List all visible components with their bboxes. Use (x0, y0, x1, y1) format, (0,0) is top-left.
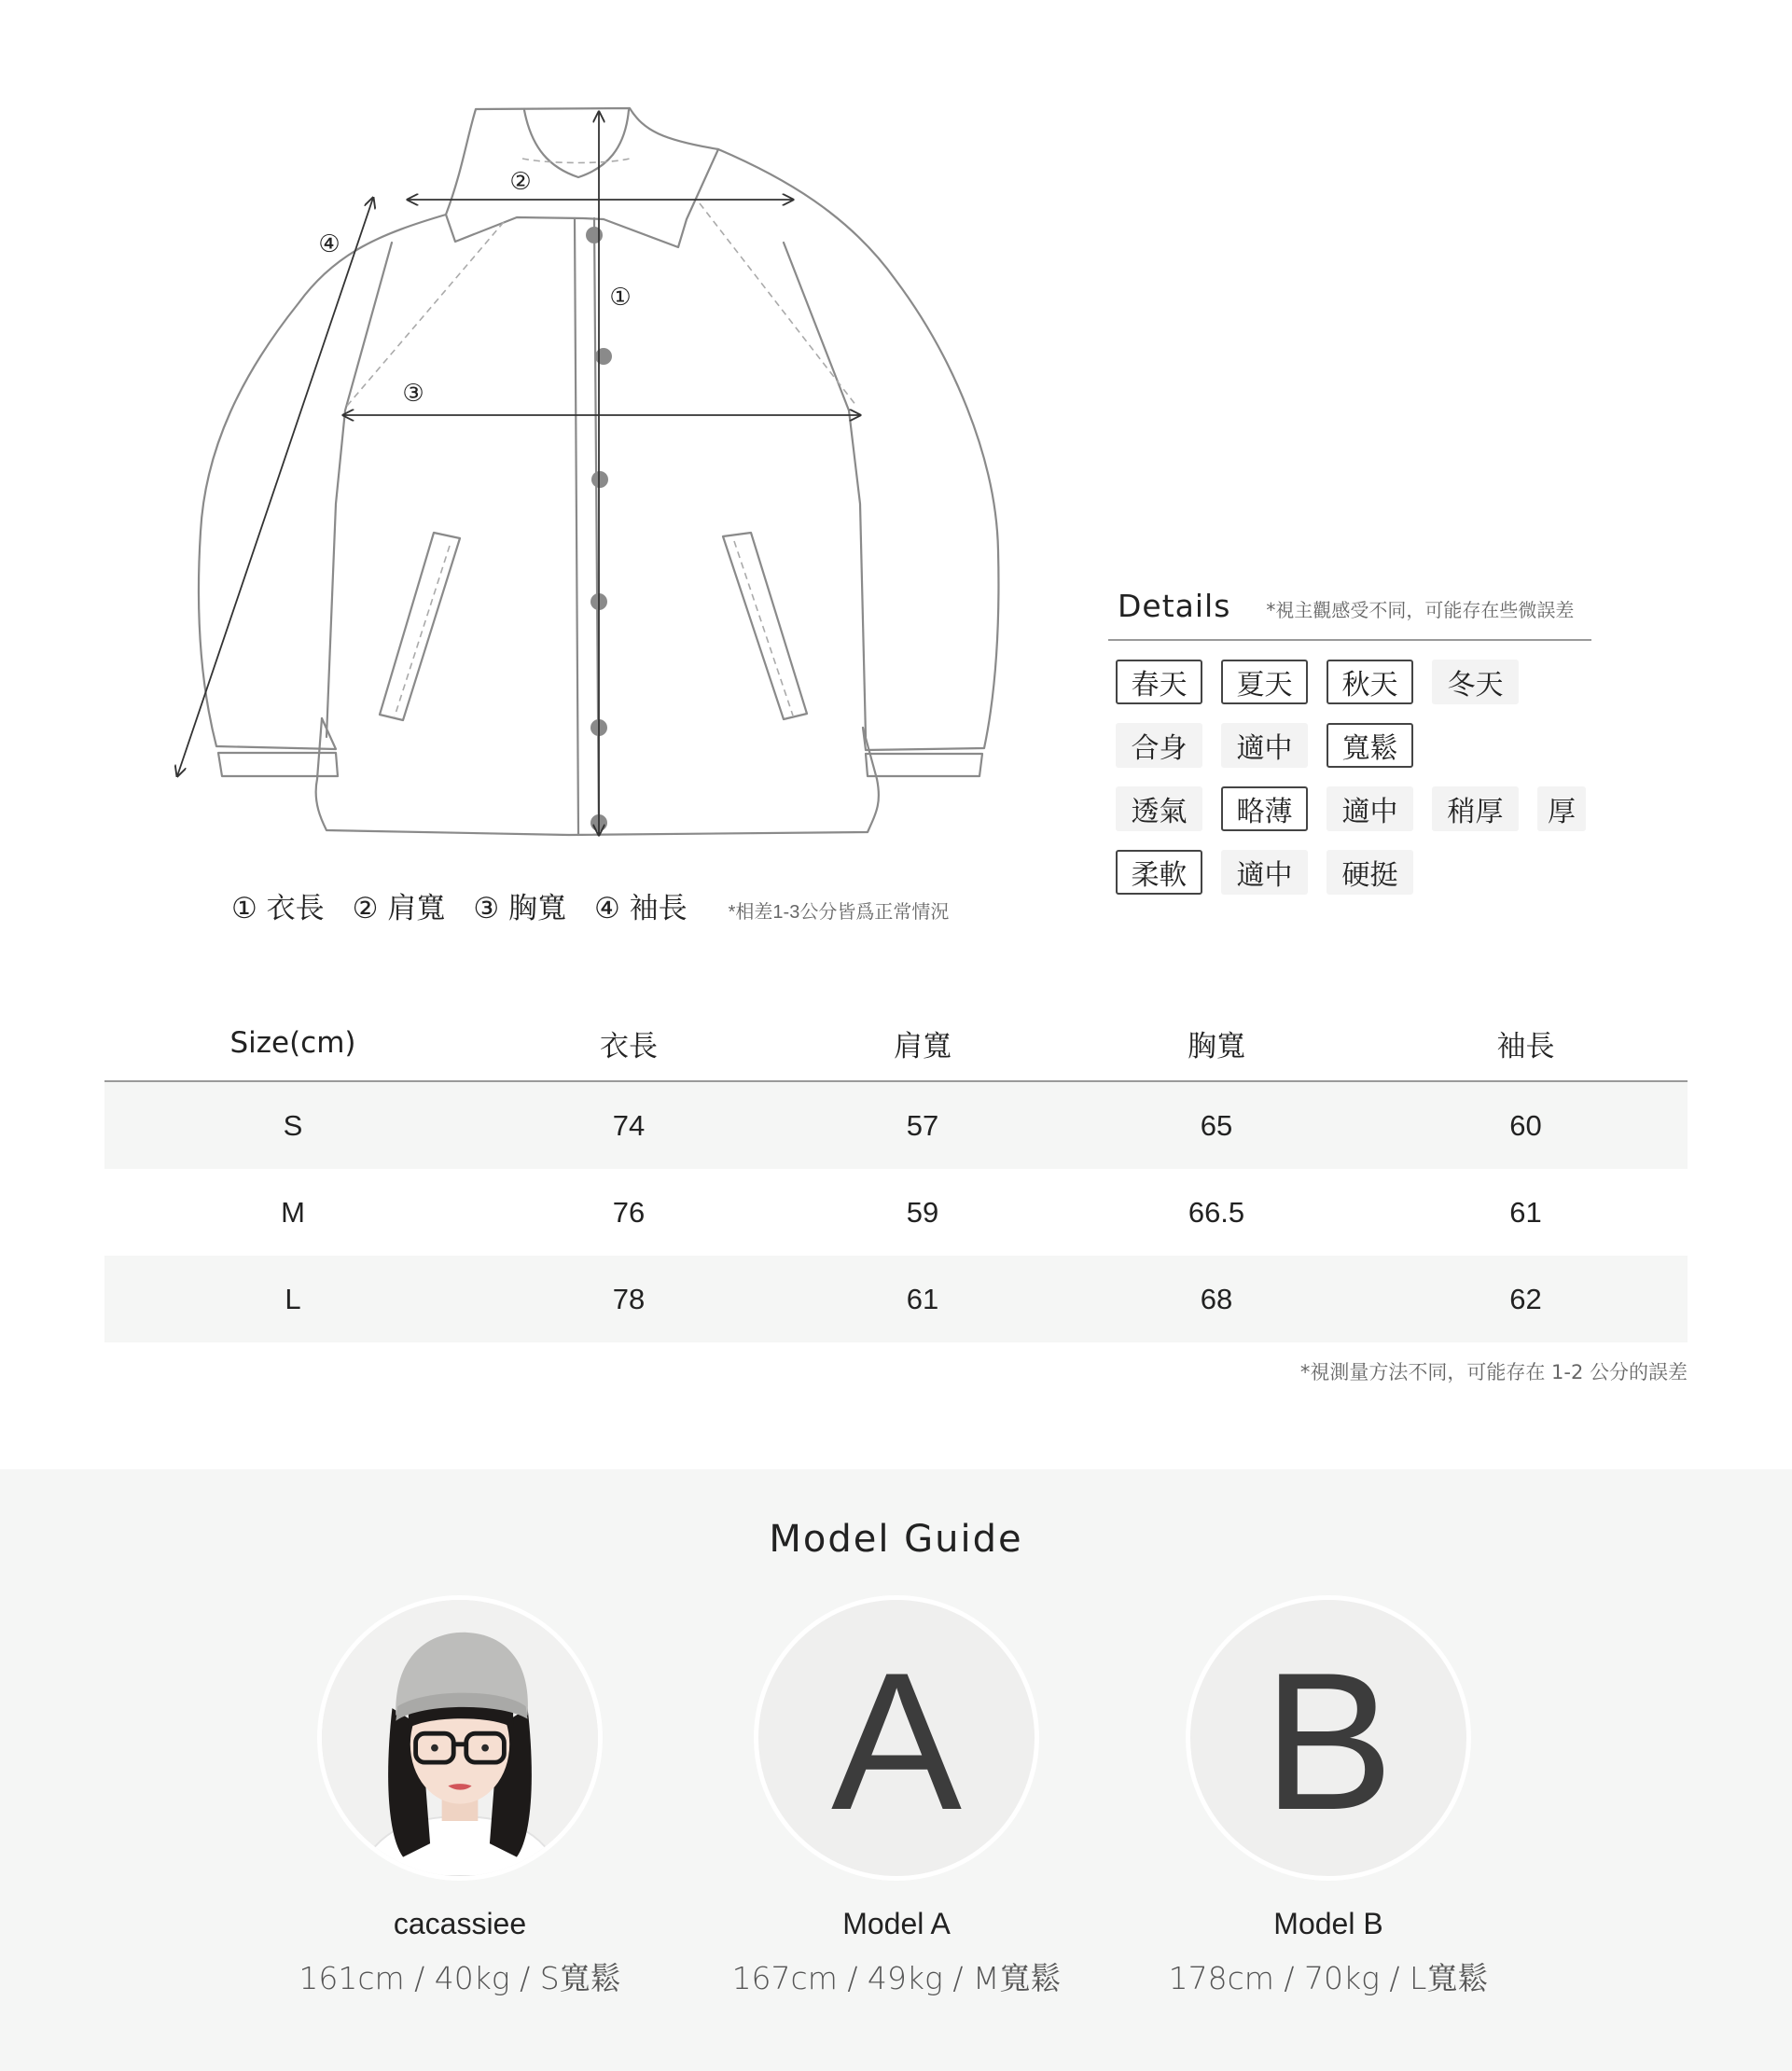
detail-tag: 厚 (1537, 786, 1586, 831)
table-cell: 76 (612, 1195, 646, 1229)
detail-tag-selected: 春天 (1116, 660, 1202, 704)
legend-shoulder: ② 肩寬 (352, 892, 446, 925)
detail-tag: 適中 (1327, 786, 1413, 831)
details-note: *視主觀感受不同，可能存在些微誤差 (1266, 599, 1575, 621)
model-card-a (701, 1595, 1092, 1998)
details-row (1108, 723, 1591, 768)
legend-chest: ③ 胸寬 (473, 892, 566, 925)
size-table (104, 1006, 1688, 1342)
table-note: *視測量方法不同，可能存在 1-2 公分的誤差 (1299, 1361, 1688, 1383)
table-cell: 59 (906, 1195, 939, 1229)
measurement-legend (231, 884, 949, 926)
table-cell: 78 (612, 1282, 646, 1315)
table-cell: 61 (1509, 1195, 1542, 1229)
model-avatar-letter-text: A (830, 1632, 963, 1851)
model-stats: 161cm / 40kg / S寬鬆 (299, 1960, 621, 1996)
model-card-cacassiee (264, 1595, 656, 1998)
table-row (104, 1169, 1688, 1256)
table-cell: L (285, 1282, 301, 1315)
details-row (1108, 850, 1591, 895)
model-guide-title: Model Guide (769, 1518, 1023, 1561)
header-length: 衣長 (600, 1029, 658, 1063)
model-stats: 167cm / 49kg / M寬鬆 (731, 1960, 1062, 1996)
model-stats: 178cm / 70kg / L寬鬆 (1168, 1960, 1489, 1996)
legend-sleeve: ④ 袖長 (593, 892, 688, 925)
model-portrait-icon (322, 1600, 598, 1876)
details-title: Details (1118, 588, 1231, 624)
detail-tag-selected: 夏天 (1221, 660, 1308, 704)
detail-tag-selected: 秋天 (1327, 660, 1413, 704)
model-name: Model B (1273, 1907, 1383, 1940)
model-name: cacassiee (393, 1907, 527, 1940)
detail-tag: 硬挺 (1327, 850, 1413, 895)
marker-2: ② (509, 168, 532, 196)
table-cell: 60 (1509, 1108, 1542, 1142)
table-row (104, 1256, 1688, 1342)
table-cell: S (283, 1108, 303, 1142)
model-guide-section (0, 1469, 1792, 2071)
model-avatar-letter-text: B (1262, 1632, 1395, 1851)
header-shoulder: 肩寬 (894, 1029, 952, 1063)
table-cell: M (281, 1195, 305, 1229)
table-cell: 68 (1200, 1282, 1233, 1315)
marker-4: ④ (318, 230, 340, 258)
table-cell: 61 (906, 1282, 939, 1315)
detail-tag: 冬天 (1432, 660, 1519, 704)
marker-3: ③ (402, 380, 424, 408)
jacket-outline (140, 84, 1035, 858)
model-name: Model A (842, 1907, 951, 1940)
table-cell: 65 (1200, 1108, 1233, 1142)
detail-tag: 合身 (1116, 723, 1202, 768)
size-table-header (104, 1006, 1688, 1082)
model-avatar-photo (317, 1595, 603, 1881)
detail-tag-selected: 略薄 (1221, 786, 1308, 831)
model-avatar-letter (1186, 1595, 1471, 1881)
details-tag-rows (1108, 660, 1591, 895)
table-cell: 74 (612, 1108, 646, 1142)
details-row (1108, 786, 1591, 831)
garment-diagram (140, 84, 1035, 858)
table-row (104, 1082, 1688, 1169)
model-card-b (1132, 1595, 1524, 1998)
detail-tag: 適中 (1221, 723, 1308, 768)
detail-tag-selected: 寬鬆 (1327, 723, 1413, 768)
table-cell: 66.5 (1188, 1195, 1245, 1229)
details-panel (1108, 588, 1591, 895)
table-cell: 62 (1509, 1282, 1542, 1315)
detail-tag-selected: 柔軟 (1116, 850, 1202, 895)
header-sleeve: 袖長 (1496, 1029, 1555, 1063)
details-header (1108, 588, 1591, 641)
model-avatar-letter (754, 1595, 1039, 1881)
marker-1: ① (609, 284, 632, 312)
legend-length: ① 衣長 (231, 892, 325, 925)
table-cell: 57 (906, 1108, 939, 1142)
detail-tag: 適中 (1221, 850, 1308, 895)
header-size: Size(cm) (229, 1026, 356, 1060)
detail-tag: 稍厚 (1432, 786, 1519, 831)
legend-note: *相差1-3公分皆爲正常情況 (728, 902, 950, 923)
header-chest: 胸寬 (1188, 1029, 1245, 1063)
detail-tag: 透氣 (1116, 786, 1202, 831)
details-row (1108, 660, 1591, 704)
